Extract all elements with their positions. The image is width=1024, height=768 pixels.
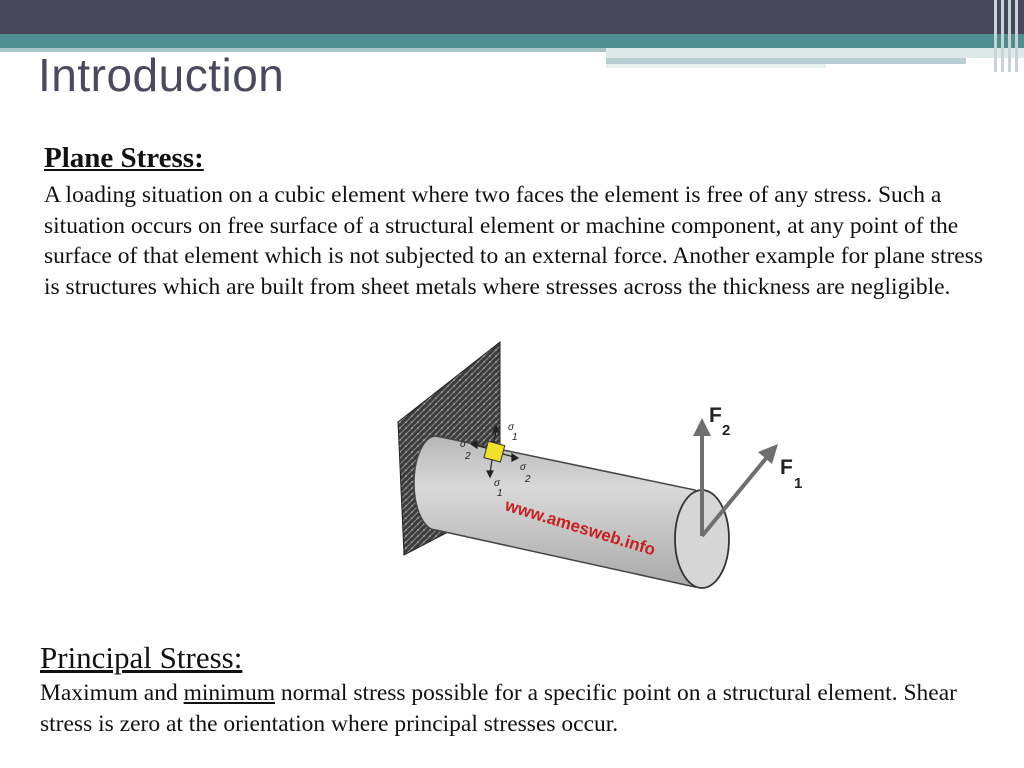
force-1-sub: 1: [794, 475, 803, 492]
plane-stress-heading: Plane Stress:: [44, 142, 204, 174]
sigma-2-right-sub: 2: [525, 474, 531, 485]
plane-stress-description: A loading situation on a cubic element where two faces the element is free of any stress. Such a situation occurs on free surface of a structural element or machine component, at any point of the surface of that element which is not subjected to an external force. Another example for plane stress is structures which are built from sheet metals where stresses across the thickness are negligible.: [44, 182, 984, 300]
principal-text-part-1: Maximum and: [40, 680, 184, 706]
sigma-2-left-label: σ: [460, 439, 467, 450]
header-bar: [0, 0, 1024, 34]
sigma-2-right-label: σ: [520, 462, 527, 473]
principal-stress-heading: Principal Stress:: [40, 640, 243, 675]
sigma-1-top-label: σ: [508, 422, 515, 433]
sigma-1-bottom-sub: 1: [497, 488, 503, 499]
sigma-1-bottom-label: σ: [494, 478, 501, 489]
sigma-2-left-sub: 2: [465, 451, 471, 462]
principal-text-part-2: normal stress possible for a specific point on a structural element. Shear stress is zero at the orientation where principal stresses occur.: [40, 680, 957, 737]
principal-stress-description: [40, 678, 1000, 740]
header-accent-light-3: [606, 64, 826, 68]
figure-watermark: www.amesweb.info: [502, 495, 658, 560]
principal-text-underlined: minimum: [183, 680, 275, 706]
force-1-label: F: [780, 456, 793, 479]
header-accent-light-1: [606, 48, 1024, 58]
force-2-label: F: [709, 404, 722, 427]
force-2-sub: 2: [722, 422, 731, 439]
header-accent-band: [0, 34, 1024, 48]
sigma-1-top-sub: 1: [512, 432, 518, 443]
stress-element: [484, 441, 505, 462]
cantilever-stress-figure: [392, 340, 822, 600]
slide-title: Introduction: [38, 49, 285, 101]
header-vertical-lines: [990, 0, 1024, 72]
